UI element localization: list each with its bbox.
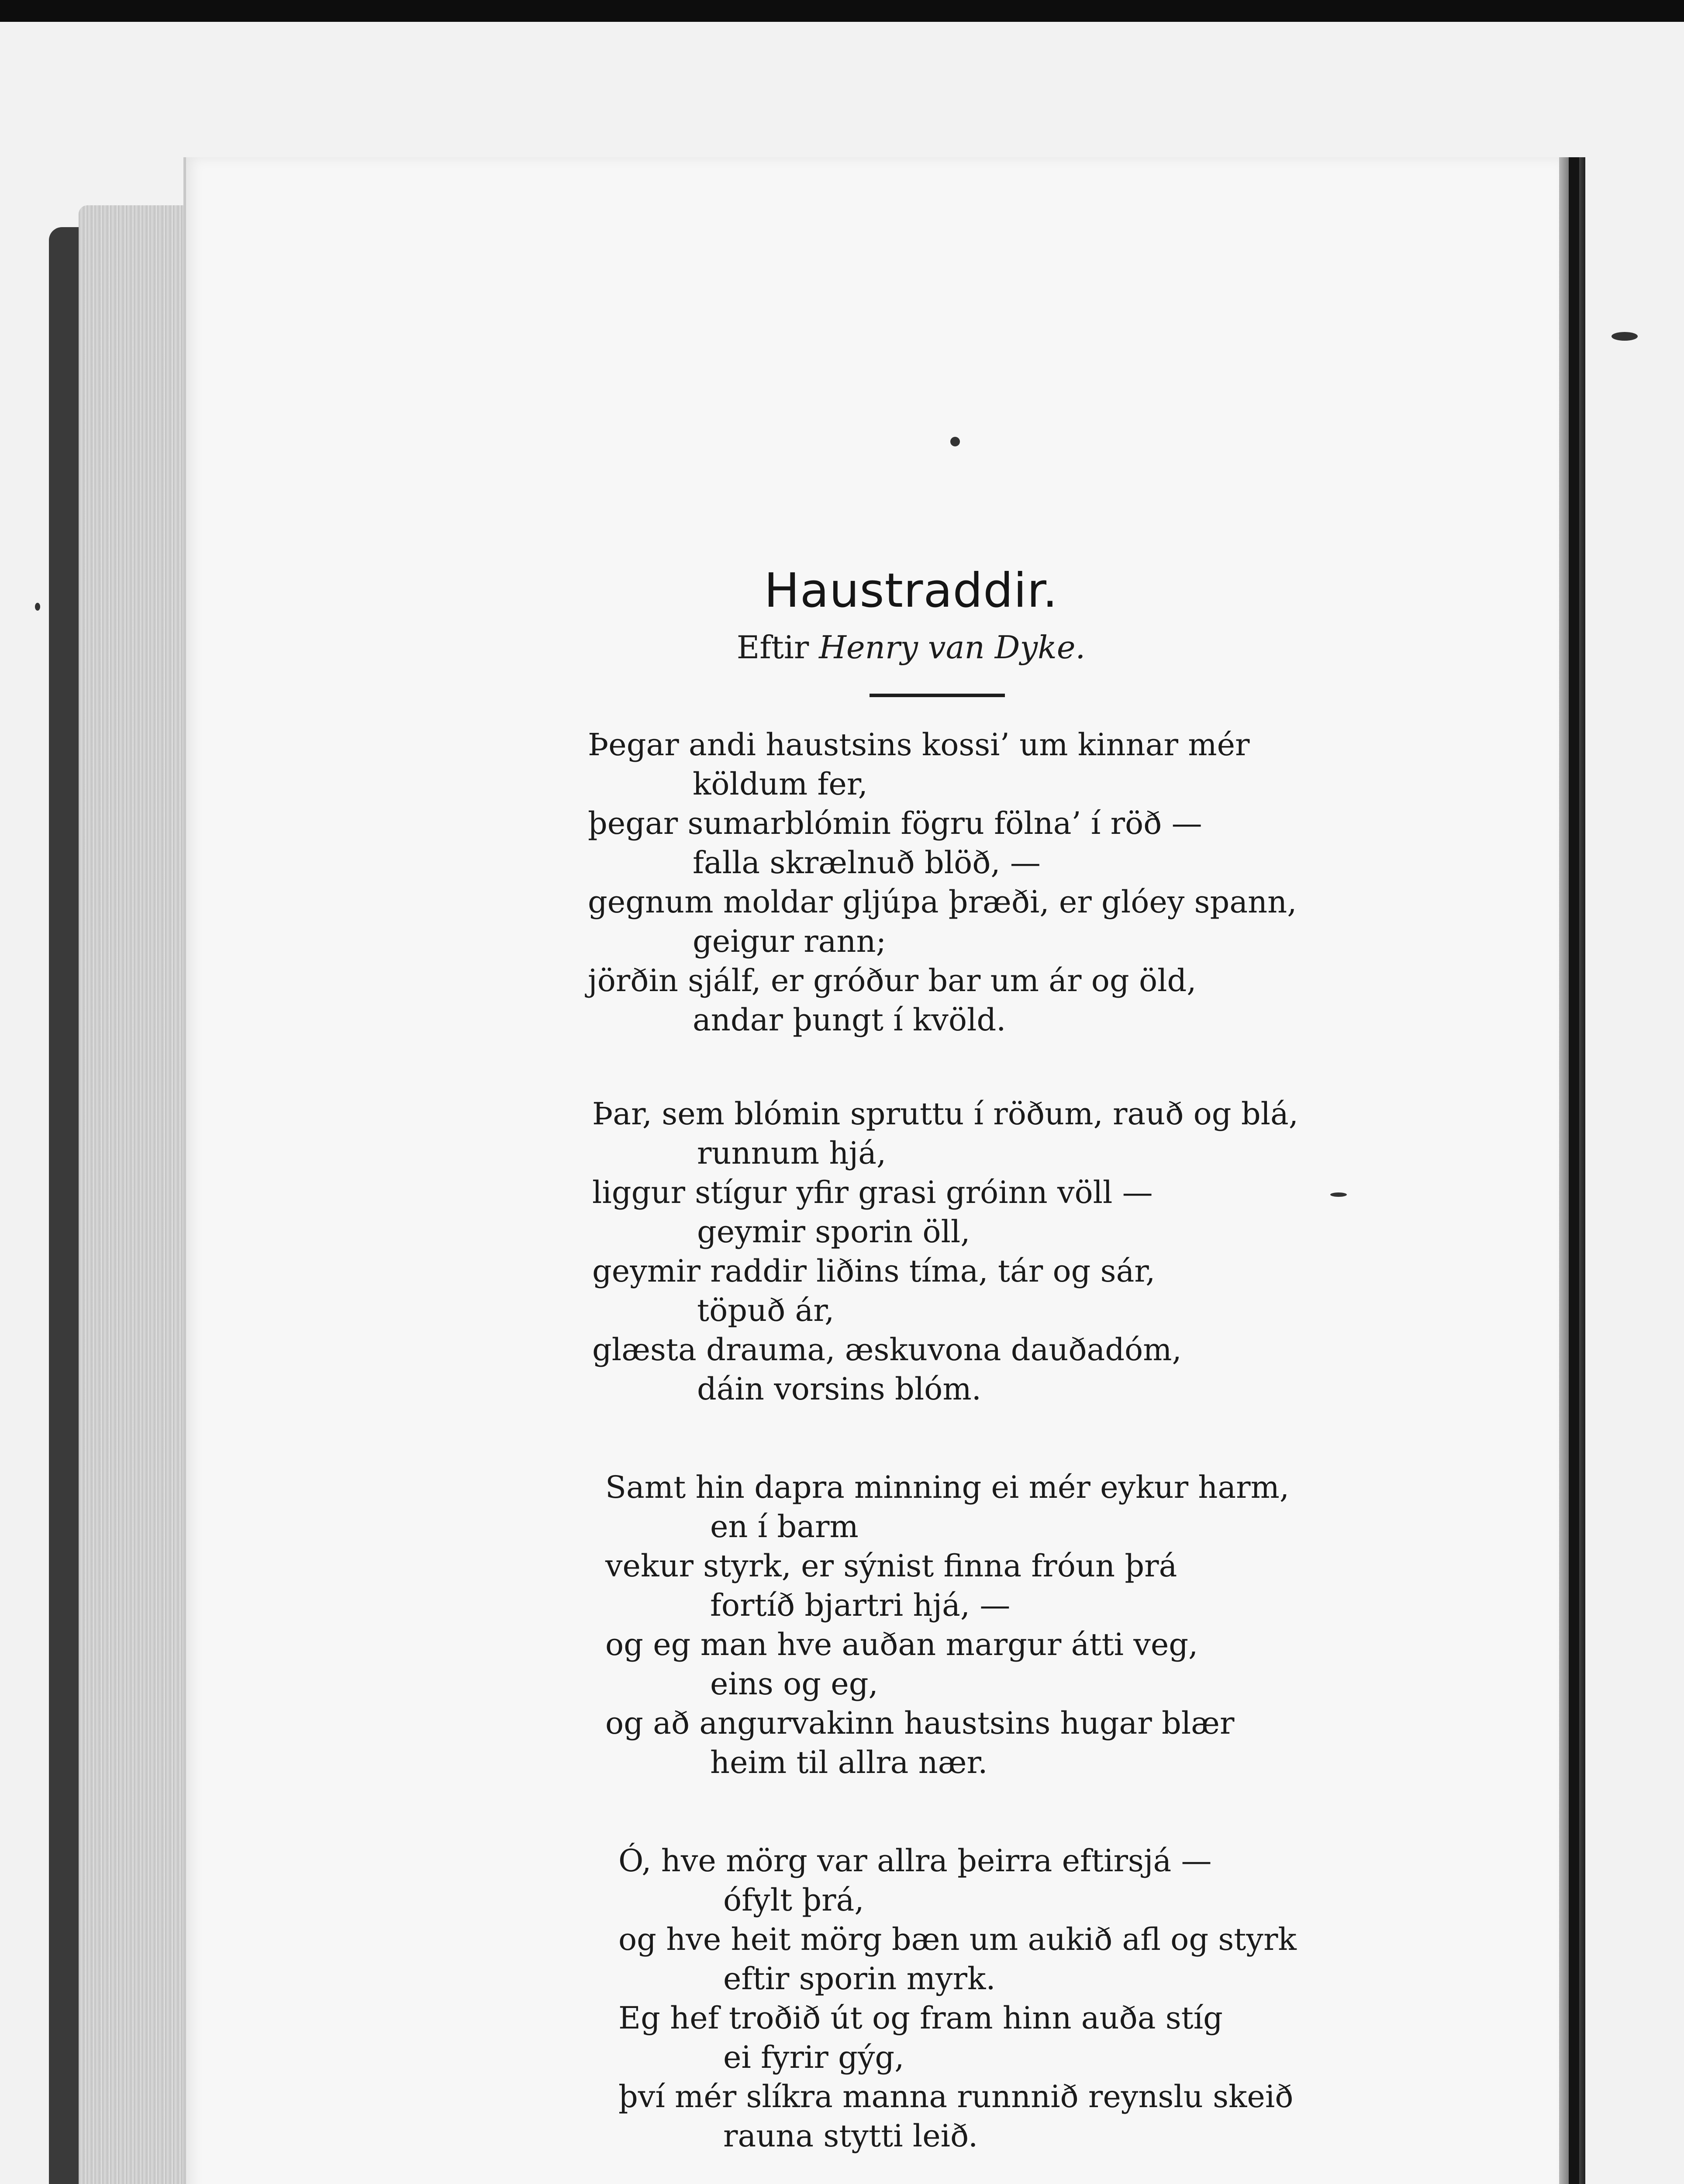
- stanza-3-line-1: Samt hin dapra minning ei mér eykur harm,: [605, 1469, 1290, 1505]
- stanza-2-line-7: glæsta drauma, æskuvona dauðadóm,: [592, 1332, 1182, 1368]
- stanza-2-line-5: geymir raddir liðins tíma, tár og sár,: [592, 1253, 1156, 1289]
- dust-speck: [950, 437, 960, 446]
- stanza-2-line-4: geymir sporin öll,: [697, 1214, 970, 1250]
- stanza-4-line-1: Ó, hve mörg var allra þeirra eftirsjá —: [618, 1843, 1212, 1879]
- author-name: Henry van Dyke.: [819, 629, 1086, 666]
- title-rule: [870, 694, 1005, 697]
- facing-page-edge: [1569, 157, 1579, 2184]
- stanza-2-line-2: runnum hjá,: [697, 1135, 887, 1171]
- stanza-3-line-7: og að angurvakinn haustsins hugar blær: [605, 1705, 1235, 1741]
- poem-title: Haustraddir.: [764, 563, 1058, 618]
- poem-author: [649, 629, 1173, 666]
- dust-speck: [1330, 1192, 1347, 1197]
- stanza-2-line-8: dáin vorsins blóm.: [697, 1371, 981, 1407]
- stanza-1-line-3: þegar sumarblómin fögru fölna’ í röð —: [588, 805, 1202, 841]
- stanza-1-line-5: gegnum moldar gljúpa þræði, er glóey spann,: [588, 884, 1297, 920]
- stanza-4-line-3: og hve heit mörg bæn um aukið afl og styrk: [618, 1921, 1297, 1957]
- dust-speck: [35, 603, 40, 611]
- stanza-3-line-5: og eg man hve auðan margur átti veg,: [605, 1627, 1198, 1662]
- stanza-4-line-5: Eg hef troðið út og fram hinn auða stíg: [618, 2000, 1223, 2036]
- stanza-1-line-4: falla skrælnuð blöð, —: [693, 845, 1041, 881]
- stanza-3-line-8: heim til allra nær.: [710, 1745, 988, 1780]
- stanza-3-line-2: en í barm: [710, 1509, 859, 1545]
- stanza-2-line-3: liggur stígur yfir grasi gróinn völl —: [592, 1175, 1153, 1210]
- stanza-4-line-2: ófylt þrá,: [723, 1882, 864, 1918]
- author-prefix: Eftir: [736, 629, 809, 666]
- stanza-1-line-7: jörðin sjálf, er gróður bar um ár og öld,: [588, 963, 1197, 999]
- stanza-1-line-8: andar þungt í kvöld.: [693, 1002, 1006, 1038]
- stanza-2-line-1: Þar, sem blómin spruttu í röðum, rauð og blá,: [592, 1096, 1299, 1132]
- stanza-2-line-6: töpuð ár,: [697, 1292, 835, 1328]
- book-page-stack: [79, 205, 192, 2184]
- stanza-4-line-4: eftir sporin myrk.: [723, 1961, 996, 1997]
- stanza-3-line-6: eins og eg,: [710, 1666, 878, 1702]
- stanza-4-line-7: því mér slíkra manna runnnið reynslu skeið: [618, 2079, 1294, 2115]
- stanza-1-line-1: Þegar andi haustsins kossi’ um kinnar mér: [588, 727, 1250, 763]
- stanza-4-line-6: ei fyrir gýg,: [723, 2039, 904, 2075]
- stanza-3-line-4: fortíð bjartri hjá, —: [710, 1587, 1011, 1623]
- stanza-1-line-2: köldum fer,: [693, 766, 868, 802]
- book-page: [183, 157, 1562, 2184]
- film-edge-strip: [0, 0, 1684, 22]
- stanza-4-line-8: rauna stytti leið.: [723, 2118, 978, 2154]
- stanza-3-line-3: vekur styrk, er sýnist finna fróun þrá: [605, 1548, 1177, 1584]
- stanza-1-line-6: geigur rann;: [693, 923, 887, 959]
- dust-speck: [1612, 332, 1638, 341]
